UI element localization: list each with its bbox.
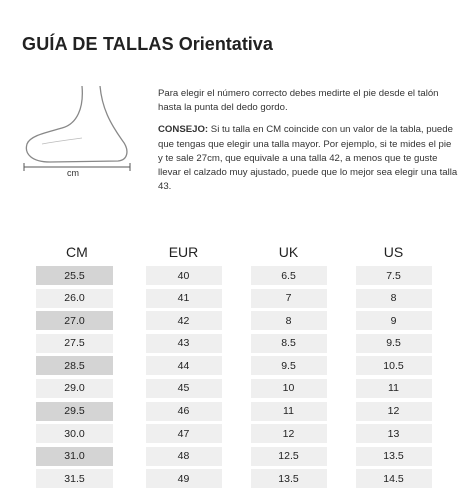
cell-value: 40 xyxy=(146,266,222,285)
table-cell-uk xyxy=(236,424,341,443)
cell-value: 14.5 xyxy=(356,469,432,488)
cell-value: 8.5 xyxy=(251,334,327,353)
table-row xyxy=(26,422,446,445)
table-cell-uk xyxy=(236,334,341,353)
cell-value: 10.5 xyxy=(356,356,432,375)
table-cell-cm xyxy=(26,311,131,330)
size-table xyxy=(26,240,446,490)
title-main: GUÍA DE TALLAS xyxy=(22,34,174,54)
cell-value: 7.5 xyxy=(356,266,432,285)
table-cell-cm xyxy=(26,334,131,353)
table-cell-uk xyxy=(236,311,341,330)
cell-value: 12 xyxy=(251,424,327,443)
title-sub: Orientativa xyxy=(178,34,273,54)
cell-value: 13.5 xyxy=(251,469,327,488)
table-cell-uk xyxy=(236,356,341,375)
table-row xyxy=(26,287,446,310)
table-cell-us xyxy=(341,424,446,443)
table-row xyxy=(26,445,446,468)
table-row xyxy=(26,354,446,377)
table-cell-eur xyxy=(131,334,236,353)
table-body xyxy=(26,264,446,490)
table-cell-us xyxy=(341,379,446,398)
table-cell-cm xyxy=(26,356,131,375)
table-row xyxy=(26,467,446,490)
table-cell-eur xyxy=(131,424,236,443)
tip-paragraph xyxy=(158,123,458,194)
table-row xyxy=(26,377,446,400)
cell-value: 47 xyxy=(146,424,222,443)
tip-text: Si tu talla en CM coincide con un valor de la tabla, puede que tengas que elegir una talla mayor. Por ejemplo, si te mides el pie y te sale 27cm, que equivale a una talla 42, a menos que te guste llevar el calzado muy ajustado, puede que lo mejor sea elegir una talla 43. xyxy=(158,124,458,193)
cell-value: 29.5 xyxy=(36,402,113,421)
table-cell-eur xyxy=(131,379,236,398)
table-cell-cm xyxy=(26,469,131,488)
table-cell-us xyxy=(341,266,446,285)
tip-label: CONSEJO: xyxy=(158,124,209,136)
cell-value: 31.5 xyxy=(36,469,113,488)
header-us: US xyxy=(383,244,404,260)
table-cell-uk xyxy=(236,289,341,308)
table-cell-cm xyxy=(26,379,131,398)
table-cell-us xyxy=(341,356,446,375)
table-cell-us xyxy=(341,469,446,488)
cell-value: 11 xyxy=(251,402,327,421)
table-cell-eur xyxy=(131,469,236,488)
table-cell-cm xyxy=(26,447,131,466)
cell-value: 30.0 xyxy=(36,424,113,443)
table-row xyxy=(26,400,446,423)
cell-value: 13.5 xyxy=(356,447,432,466)
table-cell-eur xyxy=(131,447,236,466)
table-cell-uk xyxy=(236,402,341,421)
cell-value: 44 xyxy=(146,356,222,375)
cell-value: 8 xyxy=(251,311,327,330)
cell-value: 46 xyxy=(146,402,222,421)
page-title xyxy=(22,33,273,55)
cell-value: 26.0 xyxy=(36,289,113,308)
table-cell-uk xyxy=(236,379,341,398)
foot-outline-icon xyxy=(22,78,140,178)
cell-value: 11 xyxy=(356,379,432,398)
table-header xyxy=(26,240,446,264)
table-cell-eur xyxy=(131,266,236,285)
table-cell-uk xyxy=(236,469,341,488)
instructions xyxy=(158,87,458,202)
table-cell-us xyxy=(341,334,446,353)
table-cell-eur xyxy=(131,356,236,375)
cell-value: 25.5 xyxy=(36,266,113,285)
table-cell-cm xyxy=(26,266,131,285)
cell-value: 9.5 xyxy=(356,334,432,353)
intro-text: Para elegir el número correcto debes medirte el pie desde el talón hasta la punta del dedo gordo. xyxy=(158,88,439,114)
table-cell-uk xyxy=(236,266,341,285)
header-eur: EUR xyxy=(168,244,199,260)
table-cell-cm xyxy=(26,402,131,421)
table-row xyxy=(26,332,446,355)
table-row xyxy=(26,309,446,332)
cell-value: 27.5 xyxy=(36,334,113,353)
table-cell-cm xyxy=(26,289,131,308)
cell-value: 27.0 xyxy=(36,311,113,330)
table-cell-eur xyxy=(131,311,236,330)
cell-value: 8 xyxy=(356,289,432,308)
cell-value: 43 xyxy=(146,334,222,353)
cell-value: 28.5 xyxy=(36,356,113,375)
cell-value: 9.5 xyxy=(251,356,327,375)
cell-value: 48 xyxy=(146,447,222,466)
measure-unit-label: cm xyxy=(67,168,79,178)
table-cell-eur xyxy=(131,402,236,421)
cell-value: 12 xyxy=(356,402,432,421)
cell-value: 45 xyxy=(146,379,222,398)
table-cell-uk xyxy=(236,447,341,466)
cell-value: 9 xyxy=(356,311,432,330)
foot-diagram xyxy=(22,78,140,190)
table-cell-us xyxy=(341,311,446,330)
table-cell-us xyxy=(341,289,446,308)
cell-value: 41 xyxy=(146,289,222,308)
cell-value: 42 xyxy=(146,311,222,330)
cell-value: 31.0 xyxy=(36,447,113,466)
cell-value: 12.5 xyxy=(251,447,327,466)
cell-value: 10 xyxy=(251,379,327,398)
table-cell-eur xyxy=(131,289,236,308)
table-cell-us xyxy=(341,447,446,466)
cell-value: 13 xyxy=(356,424,432,443)
header-cm: CM xyxy=(66,244,88,260)
table-cell-us xyxy=(341,402,446,421)
table-cell-cm xyxy=(26,424,131,443)
header-uk: UK xyxy=(278,244,299,260)
cell-value: 29.0 xyxy=(36,379,113,398)
cell-value: 49 xyxy=(146,469,222,488)
cell-value: 7 xyxy=(251,289,327,308)
table-row xyxy=(26,264,446,287)
cell-value: 6.5 xyxy=(251,266,327,285)
